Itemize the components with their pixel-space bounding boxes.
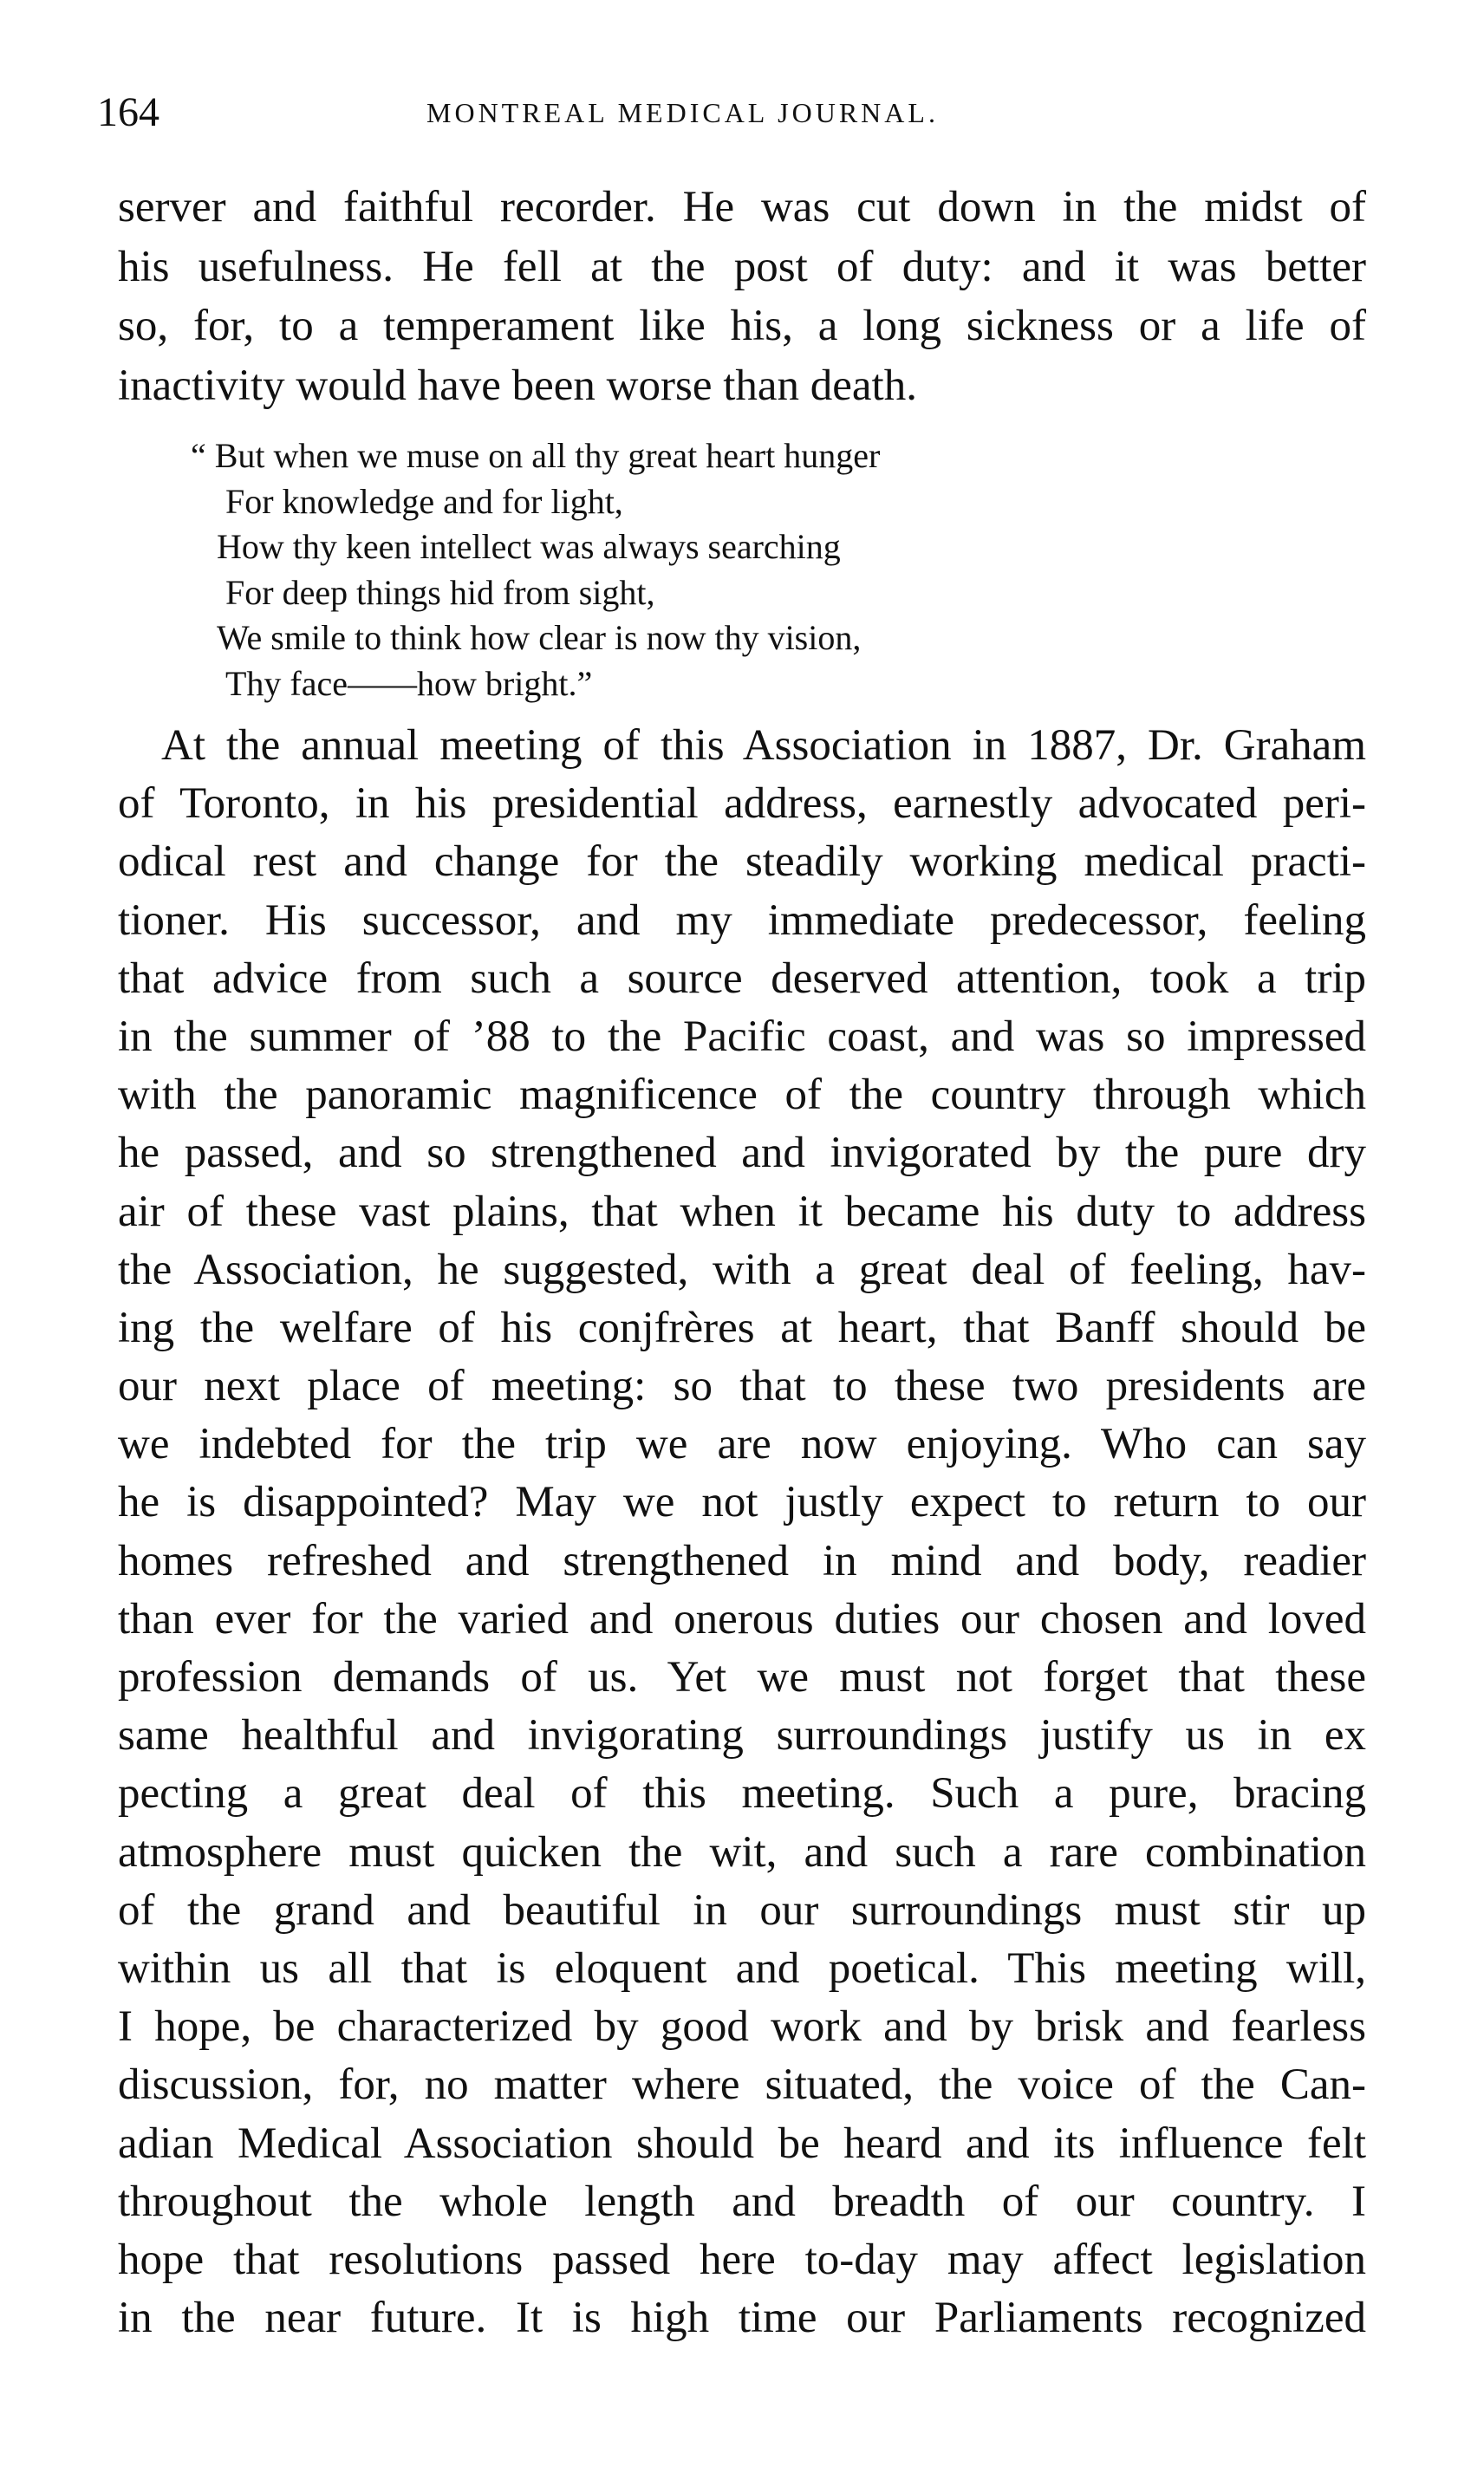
text-line: he is disappointed? May we not justly expect to return to our [118,1478,1366,1527]
text-line: of the grand and beautiful in our surroundings must stir up [118,1885,1366,1935]
poem-line: For deep things hid from sight, [225,572,655,612]
text-line: he passed, and so strengthened and invigorated by the pure dry [118,1129,1366,1178]
text-line: of Toronto, in his presidential address, earnestly advocated peri- [118,779,1366,829]
text-line: server and faithful recorder. He was cut down in the midst of [118,183,1366,231]
text-line: odical rest and change for the steadily working medical practi- [118,837,1366,887]
text-line: inactivity would have been worse than death. [118,361,917,410]
text-line: his usefulness. He fell at the post of duty: and it was better [118,242,1366,291]
poem-line: Thy face——how bright.” [225,663,593,703]
text-line: same healthful and invigorating surroundings justify us in ex [118,1711,1366,1761]
text-line: in the near future. It is high time our Parliaments recognized [118,2294,1366,2343]
poem-line: How thy keen intellect was always searching [217,527,841,566]
text-line: pecting a great deal of this meeting. Such a pure, bracing [118,1769,1366,1819]
text-line: within us all that is eloquent and poetical. This meeting will, [118,1943,1366,1993]
text-line: throughout the whole length and breadth of our country. I [118,2177,1366,2226]
running-head [97,87,1380,139]
text-line: discussion, for, no matter where situated, the voice of the Can- [118,2060,1366,2110]
text-line: we indebted for the trip we are now enjoying. Who can say [118,1420,1366,1469]
poem-line: We smile to think how clear is now thy vision, [217,618,862,657]
text-line: hope that resolutions passed here to-day may affect legislation [118,2235,1366,2284]
text-line: so, for, to a temperament like his, a long sickness or a life of [118,302,1366,350]
text-line: I hope, be characterized by good work and by brisk and fearless [118,2002,1366,2052]
poem-quotation [191,433,880,706]
text-line: atmosphere must quicken the wit, and such a rare combination [118,1827,1366,1877]
text-line: air of these vast plains, that when it became his duty to address [118,1187,1366,1236]
text-line: ing the welfare of his conjfrères at heart, that Banff should be [118,1303,1366,1352]
text-line: profession demands of us. Yet we must not forget that these [118,1653,1366,1702]
text-line: the Association, he suggested, with a great deal of feeling, hav- [118,1245,1366,1294]
text-line: that advice from such a source deserved attention, took a trip [118,954,1366,1003]
text-line: than ever for the varied and onerous duties our chosen and loved [118,1594,1366,1644]
text-line: adian Medical Association should be heard and its influence felt [118,2119,1366,2168]
text-line: tioner. His successor, and my immediate predecessor, feeling [118,895,1366,945]
poem-line: “ But when we muse on all thy great heart hunger [191,436,881,475]
poem-line: For knowledge and for light, [225,481,623,521]
text-line: with the panoramic magnificence of the country through which [118,1071,1366,1120]
page-number: 164 [97,89,159,135]
journal-title: MONTREAL MEDICAL JOURNAL. [426,97,939,128]
text-line: homes refreshed and strengthened in mind and body, readier [118,1536,1366,1585]
paragraph-continued [118,178,1366,415]
text-line: in the summer of ’88 to the Pacific coast, and was so impressed [118,1012,1366,1061]
text-line: our next place of meeting: so that to these two presidents are [118,1362,1366,1411]
text-line: At the annual meeting of this Association in 1887, Dr. Graham [161,721,1366,770]
paragraph-annual-meeting [118,716,1366,2347]
